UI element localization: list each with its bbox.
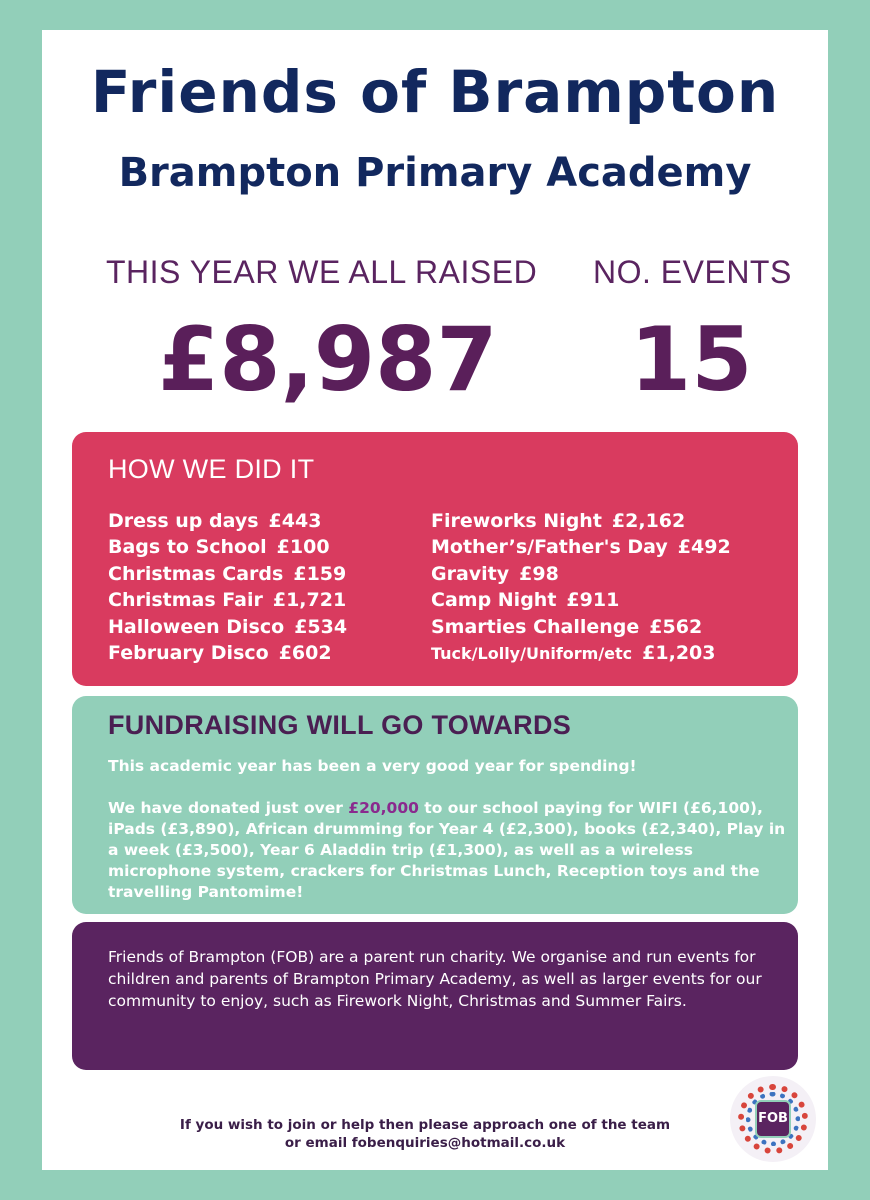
logo-text: FOB — [758, 1111, 788, 1126]
page-title: Friends of Brampton — [90, 58, 780, 126]
event-row: Mother’s/Father's Day £492 — [431, 536, 731, 559]
event-row: Smarties Challenge £562 — [431, 615, 703, 638]
donation-total: £20,000 — [348, 799, 419, 817]
events-label: NO. EVENTS — [593, 254, 792, 290]
event-row: Bags to School £100 — [108, 536, 330, 559]
fundraising-intro: This academic year has been a very good year for spending! — [108, 757, 637, 775]
fundraising-text — [108, 756, 788, 903]
how-we-did-it-heading: HOW WE DID IT — [108, 454, 315, 484]
event-row: Dress up days £443 — [108, 510, 322, 532]
footer-line-1: If you wish to join or help then please approach one of the team — [179, 1117, 671, 1133]
event-row: Fireworks Night £2,162 — [431, 510, 686, 532]
raised-value: £8,987 — [158, 308, 498, 411]
contact-footer — [100, 1116, 750, 1152]
event-row: Camp Night £911 — [431, 589, 620, 612]
fundraising-body: We have donated just over £20,000 to our school paying for WIFI (£6,100), iPads (£3,890), African drumming for Year 4 (£2,300), books (£2,340), Play in a week (£3,500), Year 6 Aladdin trip (£1,300), as well as a wireless microphone system, crackers for Christmas Lunch, Reception toys and the travelling Pantomime! — [108, 799, 786, 901]
fundraising-panel — [72, 696, 798, 914]
about-text: Friends of Brampton (FOB) are a parent run charity. We organise and run events for children and parents of Brampton Primary Academy, as well as larger events for our community to enjoy, such as Firework Night, Christmas and Summer Fairs. — [108, 948, 762, 1010]
events-list-right — [431, 508, 731, 667]
event-row: Gravity £98 — [431, 562, 559, 585]
events-value: 15 — [630, 308, 753, 411]
fob-logo-icon — [730, 1076, 816, 1162]
about-panel — [72, 922, 798, 1070]
event-row: Christmas Fair £1,721 — [108, 589, 347, 612]
events-list-left — [108, 508, 347, 666]
page-subtitle: Brampton Primary Academy — [118, 150, 752, 196]
how-we-did-it-panel — [72, 432, 798, 686]
raised-label: THIS YEAR WE ALL RAISED — [106, 254, 538, 290]
footer-email-line: or email fobenquiries@hotmail.co.uk — [284, 1135, 566, 1151]
event-row: Christmas Cards £159 — [108, 562, 347, 585]
event-row: February Disco £602 — [108, 642, 332, 665]
event-row: Halloween Disco £534 — [108, 615, 348, 638]
event-row: Tuck/Lolly/Uniform/etc £1,203 — [431, 642, 716, 665]
fundraising-heading: FUNDRAISING WILL GO TOWARDS — [108, 710, 572, 740]
